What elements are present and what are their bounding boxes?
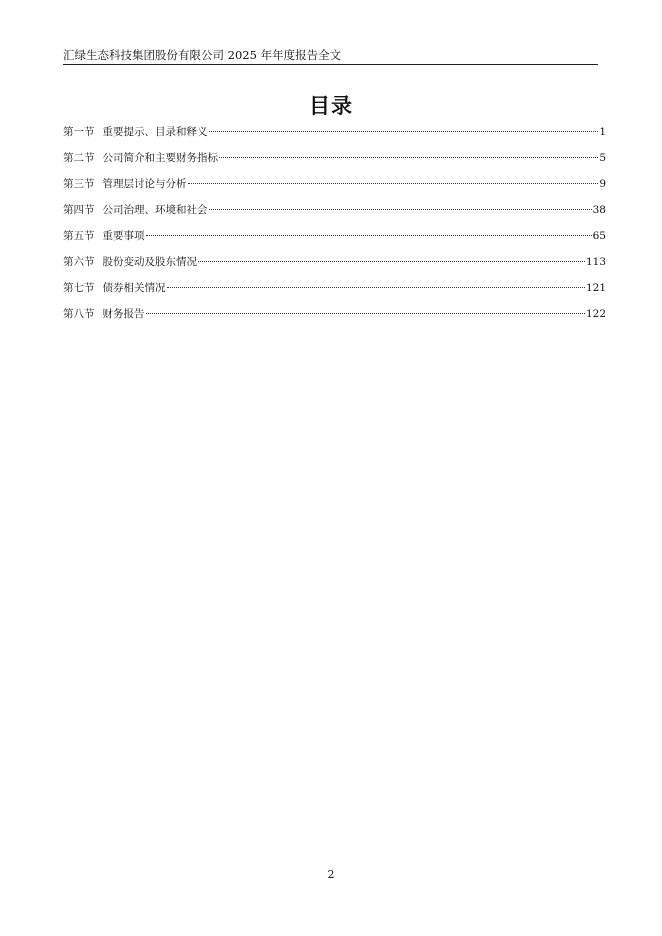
toc-section-number: 第二节 <box>63 152 95 164</box>
toc-entry[interactable] <box>63 202 606 228</box>
toc-entry[interactable] <box>63 150 606 176</box>
page-header <box>63 46 598 65</box>
page-number: 2 <box>327 868 335 881</box>
dot-leader <box>209 209 592 210</box>
toc-page-number: 9 <box>599 178 606 190</box>
dot-leader <box>188 183 599 184</box>
toc-section-title: 重要事项 <box>102 230 145 242</box>
toc-section-title: 公司治理、环境和社会 <box>102 204 208 216</box>
toc-entry[interactable] <box>63 228 606 254</box>
toc-page-number: 1 <box>599 126 606 138</box>
toc-entry[interactable] <box>63 176 606 202</box>
toc-entry[interactable] <box>63 306 606 332</box>
toc-section-title: 债券相关情况 <box>102 282 166 294</box>
toc-section-number: 第六节 <box>63 256 95 268</box>
toc-section-number: 第一节 <box>63 126 95 138</box>
toc-section-title: 财务报告 <box>102 308 145 320</box>
dot-leader <box>219 157 598 158</box>
toc-section-number: 第五节 <box>63 230 95 242</box>
dot-leader <box>198 261 585 262</box>
toc-section-number: 第四节 <box>63 204 95 216</box>
toc-page-number: 113 <box>585 256 606 268</box>
table-of-contents <box>63 124 606 332</box>
toc-page-number: 38 <box>592 204 606 216</box>
dot-leader <box>146 235 592 236</box>
toc-section-number: 第三节 <box>63 178 95 190</box>
toc-section-title: 管理层讨论与分析 <box>102 178 187 190</box>
toc-section-title: 公司简介和主要财务指标 <box>102 152 218 164</box>
toc-page-number: 122 <box>585 308 606 320</box>
dot-leader <box>167 287 585 288</box>
toc-section-number: 第七节 <box>63 282 95 294</box>
dot-leader <box>146 313 585 314</box>
toc-entry[interactable] <box>63 254 606 280</box>
toc-entry[interactable] <box>63 124 606 150</box>
page-title: 目录 <box>309 94 353 118</box>
toc-page-number: 65 <box>592 230 606 242</box>
header-text: 汇绿生态科技集团股份有限公司 2025 年年度报告全文 <box>63 48 342 62</box>
toc-entry[interactable] <box>63 280 606 306</box>
toc-section-title: 重要提示、目录和释义 <box>102 126 208 138</box>
dot-leader <box>209 131 599 132</box>
toc-page-number: 5 <box>599 152 606 164</box>
toc-section-number: 第八节 <box>63 308 95 320</box>
toc-page-number: 121 <box>585 282 606 294</box>
toc-section-title: 股份变动及股东情况 <box>102 256 197 268</box>
